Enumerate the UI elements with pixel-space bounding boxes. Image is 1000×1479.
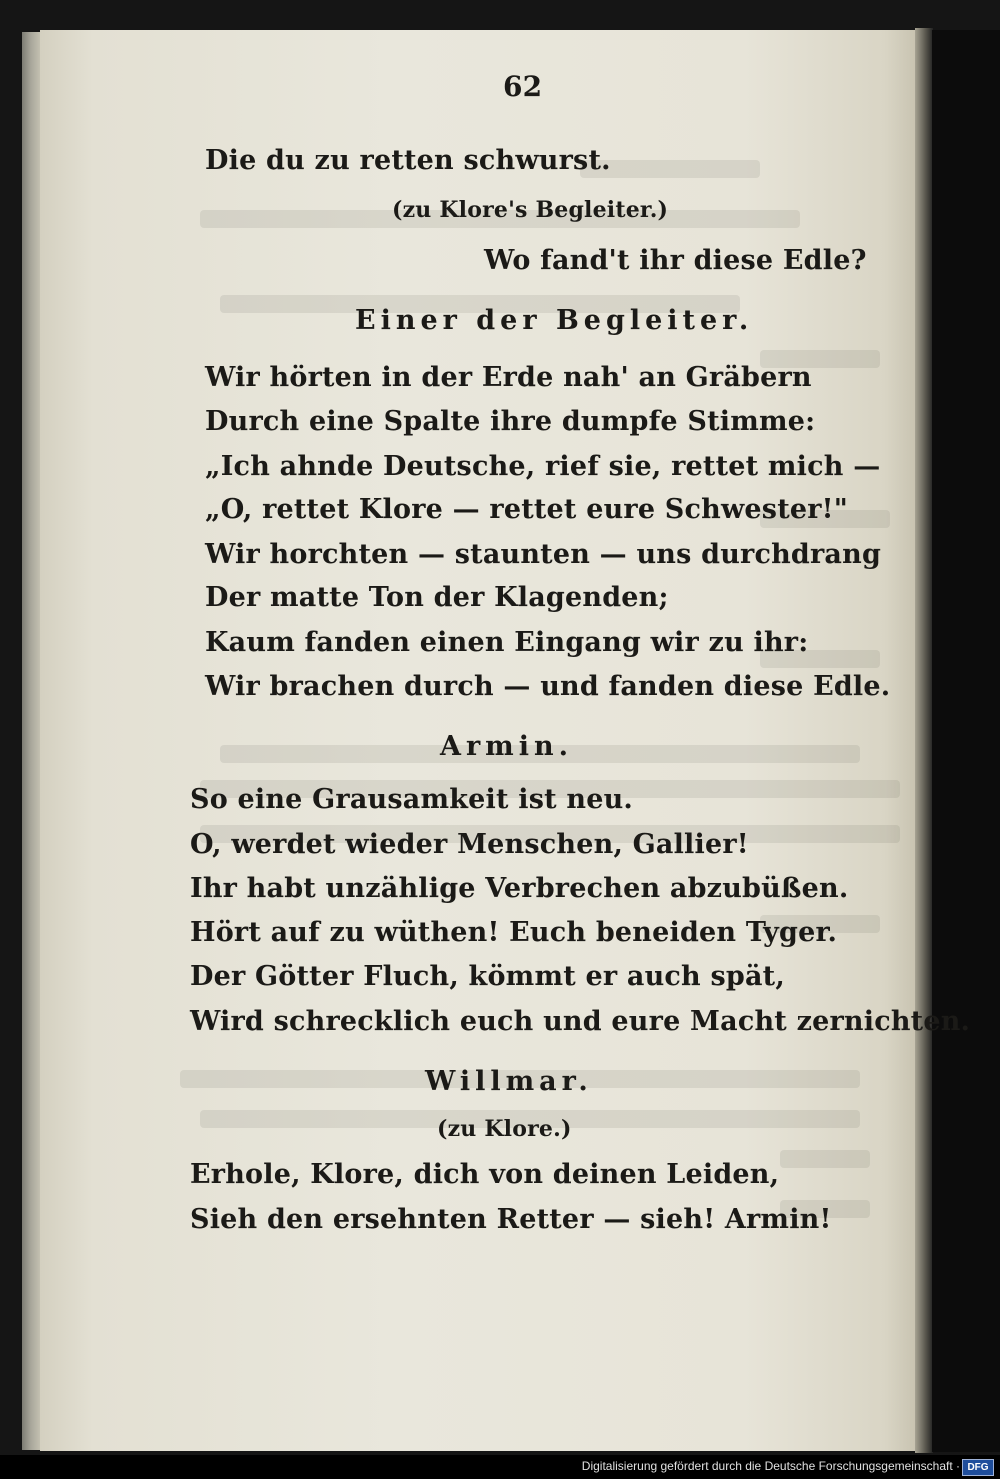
stage-direction: (zu Klore.) (437, 1116, 572, 1142)
speaker-name: Einer der Begleiter. (355, 305, 754, 336)
verse-line: Wird schrecklich euch und eure Macht zernichten. (190, 1006, 971, 1037)
verse-line: Wir hörten in der Erde nah' an Gräbern (205, 362, 812, 393)
verse-line: Die du zu retten schwurst. (205, 145, 611, 176)
verse-line: Durch eine Spalte ihre dumpfe Stimme: (205, 406, 816, 437)
verse-line: Erhole, Klore, dich von deinen Leiden, (190, 1159, 780, 1190)
verse-line: Ihr habt unzählige Verbrechen abzubüßen. (190, 873, 849, 904)
verse-line: Wir brachen durch — und fanden diese Edle. (205, 671, 891, 702)
dfg-logo-icon: DFG (962, 1459, 994, 1476)
verse-line: So eine Grausamkeit ist neu. (190, 784, 634, 815)
verse-line: Wir horchten — staunten — uns durchdrang (205, 539, 882, 570)
stage-direction: (zu Klore's Begleiter.) (392, 197, 669, 223)
verse-line: „O, rettet Klore — rettet eure Schwester!" (205, 494, 848, 525)
verse-line: Wo fand't ihr diese Edle? (484, 245, 867, 276)
verse-line: Der Götter Fluch, kömmt er auch spät, (190, 961, 785, 992)
page-number: 62 (503, 70, 543, 103)
speaker-name: Willmar. (425, 1066, 593, 1097)
verse-line: O, werdet wieder Menschen, Gallier! (190, 829, 749, 860)
verse-line: Hört auf zu wüthen! Euch beneiden Tyger. (190, 917, 838, 948)
verse-line: Sieh den ersehnten Retter — sieh! Armin! (190, 1204, 832, 1235)
verse-line: „Ich ahnde Deutsche, rief sie, rettet mich — (205, 451, 881, 482)
speaker-name: Armin. (440, 731, 574, 762)
verse-line: Kaum fanden einen Eingang wir zu ihr: (205, 627, 809, 658)
footer-bar (0, 1455, 1000, 1479)
verse-line: Der matte Ton der Klagenden; (205, 582, 669, 613)
footer-credit: Digitalisierung gefördert durch die Deutsche Forschungsgemeinschaft · (581, 1459, 960, 1473)
